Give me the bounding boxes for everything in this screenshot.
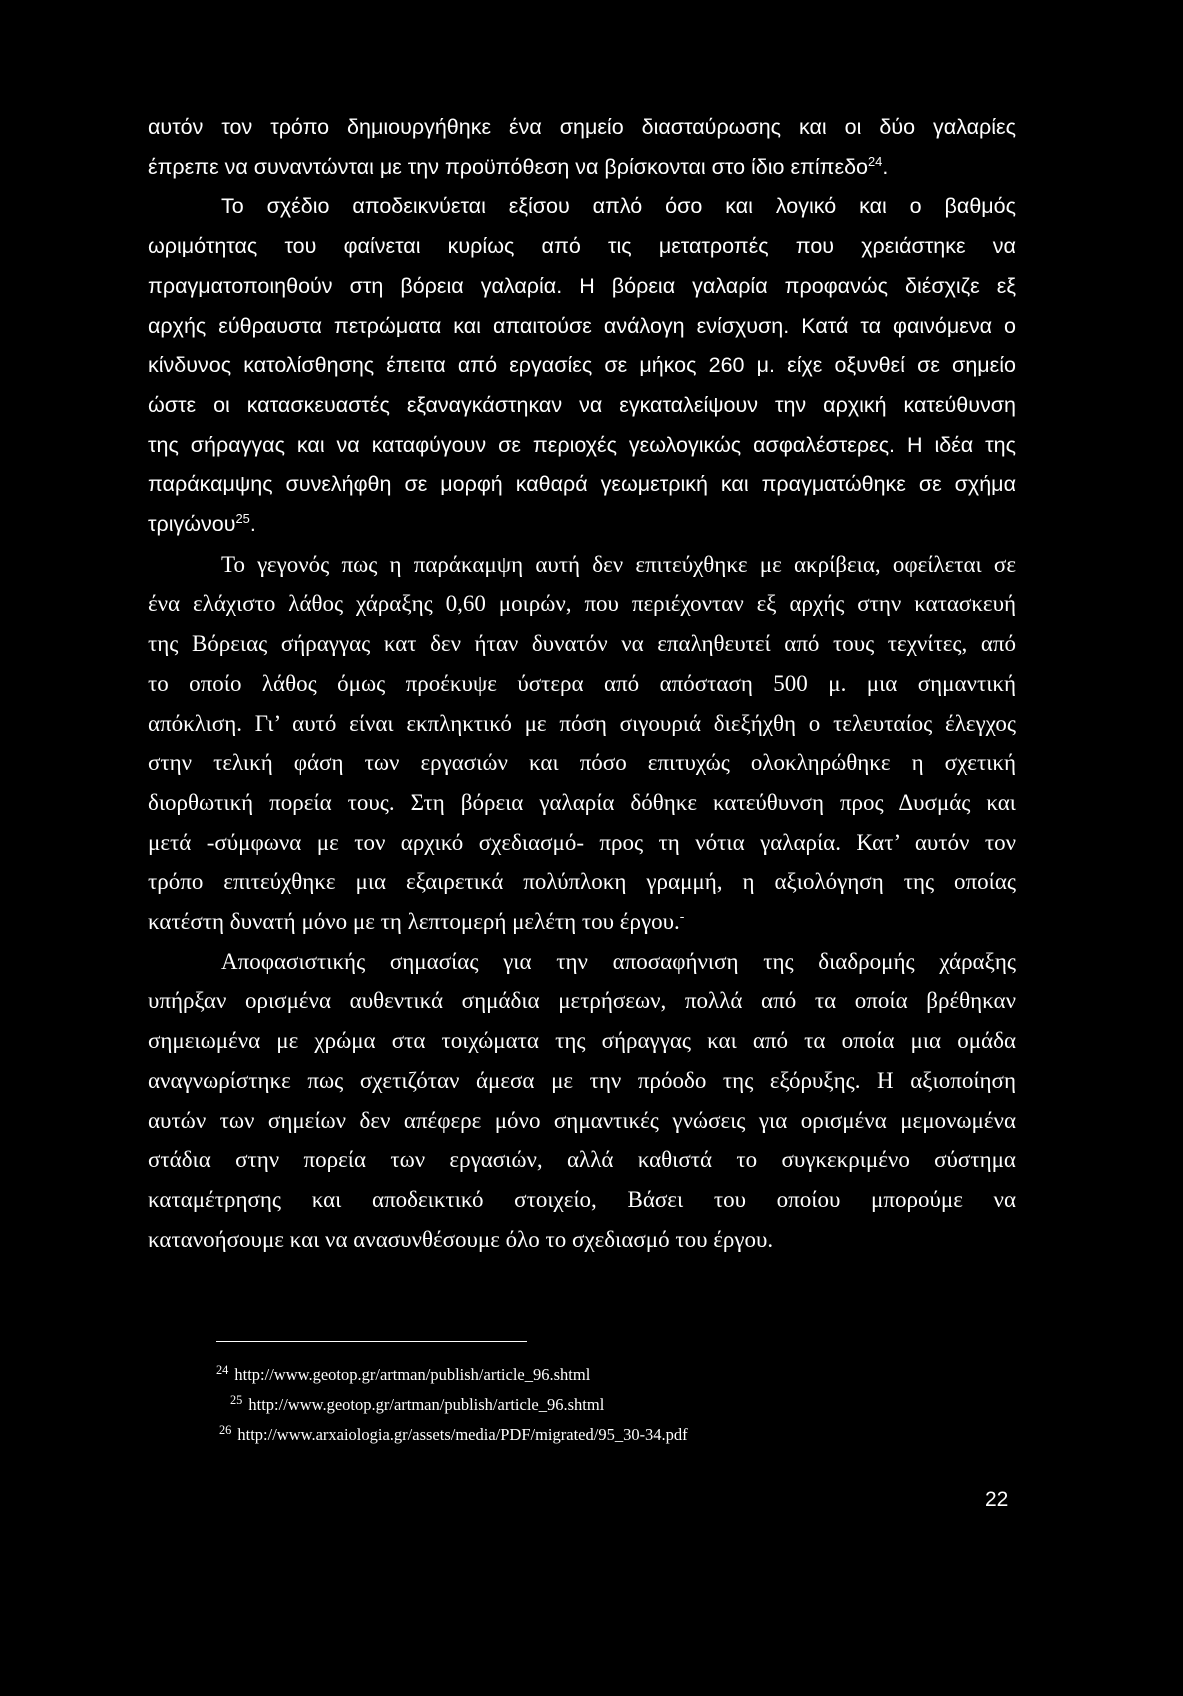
text-line: Το γεγονός πως η παράκαμψη αυτή δεν επιτεύχθηκε με ακρίβεια, οφείλεται σε: [221, 551, 1016, 577]
text-line: πραγματοποιηθούν στη βόρεια γαλαρία. Η βόρεια γαλαρία προφανώς διέσχιζε εξ: [148, 273, 1016, 298]
text-line: ωριμότητας του φαίνεται κυρίως από τις μετατροπές που χρειάστηκε να: [148, 234, 1016, 259]
text-line: [148, 505, 1016, 545]
paragraph: [148, 942, 1016, 1260]
text-line: κατανοήσουμε και να ανασυνθέσουμε όλο το σχεδιασμό του έργου.: [148, 1226, 774, 1252]
footnote-separator: [216, 1341, 527, 1342]
footnotes: [216, 1360, 688, 1450]
paragraph: [148, 545, 1016, 942]
footnote-marker: -: [679, 908, 685, 924]
text-line: αυτόν τον τρόπο δημιουργήθηκε ένα σημείο διασταύρωσης και οι δύο γαλαρίες: [148, 115, 1016, 139]
text-line: καταμέτρησης και αποδεικτικό στοιχείο, Βάσει του οποίου μπορούμε να: [148, 1186, 1016, 1212]
text-line: [148, 148, 1016, 188]
line-text: τριγώνου: [148, 512, 236, 537]
text-line: σημειωμένα με χρώμα στα τοιχώματα της σήραγγας και από τα οποία μια ομάδα: [148, 1028, 1016, 1054]
text-line: αναγνωρίστηκε πως σχετιζόταν άμεσα με την πρόοδο της εξόρυξης. Η αξιοποίηση: [148, 1067, 1016, 1093]
line-text-tail: .: [882, 154, 889, 179]
text-line: της Βόρειας σήραγγας κατ δεν ήταν δυνατόν να επαληθευτεί από τους τεχνίτες, από: [148, 631, 1016, 657]
footnote-number: 24: [216, 1362, 229, 1377]
paragraph: [148, 108, 1016, 187]
text-line: κίνδυνος κατολίσθησης έπειτα από εργασίες σε μήκος 260 μ. είχε οξυνθεί σε σημείο: [148, 353, 1016, 378]
footnote: [216, 1390, 688, 1420]
text-line: το οποίο λάθος όμως προέκυψε ύστερα από απόσταση 500 μ. μια σημαντική: [148, 670, 1016, 696]
body-text: [148, 108, 1016, 1259]
footnote-marker: 25: [235, 510, 250, 526]
footnote-number: 25: [230, 1392, 243, 1407]
text-line: στην τελική φάση των εργασιών και πόσο επιτυχώς ολοκληρώθηκε η σχετική: [148, 750, 1016, 776]
text-line: στάδια στην πορεία των εργασιών, αλλά καθιστά το συγκεκριμένο σύστημα: [148, 1147, 1016, 1173]
footnote-text: http://www.geotop.gr/artman/publish/article_96.shtml: [248, 1395, 605, 1414]
text-line: διορθωτική πορεία τους. Στη βόρεια γαλαρία δόθηκε κατεύθυνση προς Δυσμάς και: [148, 789, 1016, 815]
text-line: υπήρξαν ορισμένα αυθεντικά σημάδια μετρήσεων, πολλά από τα οποία βρέθηκαν: [148, 988, 1016, 1014]
text-line: παράκαμψης συνελήφθη σε μορφή καθαρά γεωμετρική και πραγματώθηκε σε σχήμα: [148, 472, 1016, 497]
footnote-text: http://www.arxaiologia.gr/assets/media/PDF/migrated/95_30-34.pdf: [237, 1425, 688, 1444]
footnote: [216, 1420, 688, 1450]
footnote-marker: 24: [868, 153, 883, 169]
paragraph: [148, 187, 1016, 544]
footnote-number: 26: [219, 1422, 232, 1437]
line-text-tail: .: [249, 512, 256, 537]
text-line: της σήραγγας και να καταφύγουν σε περιοχές γεωλογικώς ασφαλέστερες. Η ιδέα της: [148, 432, 1016, 457]
text-line: μετά -σύμφωνα με τον αρχικό σχεδιασμό- προς τη νότια γαλαρία. Κατ’ αυτόν τον: [148, 829, 1016, 855]
text-line: απόκλιση. Γι’ αυτό είναι εκπληκτικό με πόση σιγουριά διεξήχθη ο τελευταίος έλεγχος: [148, 710, 1016, 736]
page-number: 22: [985, 1488, 1009, 1511]
text-line: τρόπο επιτεύχθηκε μια εξαιρετικά πολύπλοκη γραμμή, η αξιολόγηση της οποίας: [148, 869, 1016, 895]
footnote-text: http://www.geotop.gr/artman/publish/article_96.shtml: [234, 1365, 591, 1384]
text-line: ένα ελάχιστο λάθος χάραξης 0,60 μοιρών, που περιέχονταν εξ αρχής στην κατασκευή: [148, 591, 1016, 617]
text-line: αυτών των σημείων δεν απέφερε μόνο σημαντικές γνώσεις για ορισμένα μεμονωμένα: [148, 1107, 1016, 1133]
line-text: κατέστη δυνατή μόνο με τη λεπτομερή μελέτη του έργου.: [148, 909, 680, 935]
footnote: [216, 1360, 688, 1390]
text-line: Το σχέδιο αποδεικνύεται εξίσου απλό όσο και λογικό και ο βαθμός: [221, 194, 1016, 219]
text-line: ώστε οι κατασκευαστές εξαναγκάστηκαν να εγκαταλείψουν την αρχική κατεύθυνση: [148, 392, 1016, 417]
text-line: αρχής εύθραυστα πετρώματα και απαιτούσε ανάλογη ενίσχυση. Κατά τα φαινόμενα ο: [148, 313, 1016, 338]
text-line: [148, 902, 1016, 942]
text-line: Αποφασιστικής σημασίας για την αποσαφήνιση της διαδρομής χάραξης: [221, 948, 1016, 974]
line-text: έπρεπε να συναντώνται με την προϋπόθεση να βρίσκονται στο ίδιο επίπεδο: [148, 154, 868, 179]
